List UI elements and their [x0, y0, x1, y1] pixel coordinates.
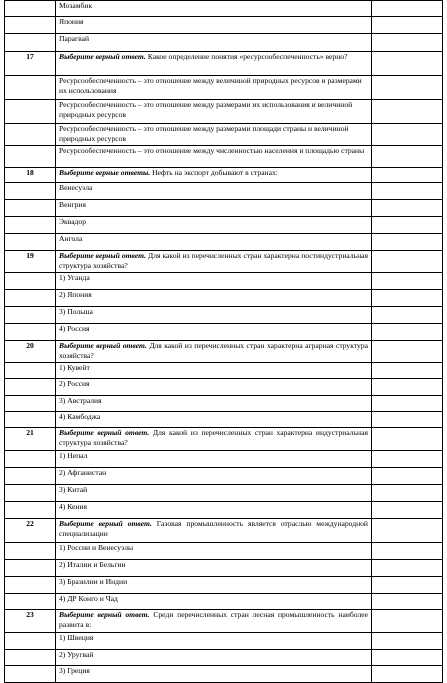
answer-option: 1) Уганда — [56, 273, 372, 290]
question-instruction: Выберите верный ответ. — [59, 251, 147, 260]
answer-mark-cell[interactable] — [372, 502, 443, 519]
answer-mark-cell[interactable] — [372, 146, 443, 168]
answer-option: 3) Греция — [56, 666, 372, 683]
answer-mark-cell[interactable] — [372, 666, 443, 683]
answer-option: 4) Кения — [56, 502, 372, 519]
question-body: Для какой из перечисленных стран характерна постиндустриальная структура хозяйства? — [59, 251, 368, 271]
question-number — [5, 666, 56, 683]
answer-option: 3) Польша — [56, 307, 372, 324]
question-instruction: Выберите верный ответ. — [59, 52, 146, 61]
answer-mark-cell[interactable] — [372, 468, 443, 485]
question-body: Газовая промышленность является отраслью международной специализации — [59, 519, 368, 539]
answer-mark-cell[interactable] — [372, 168, 443, 183]
answer-row — [5, 17, 443, 34]
answer-mark-cell[interactable] — [372, 1, 443, 17]
answer-mark-cell[interactable] — [372, 379, 443, 396]
question-number — [5, 290, 56, 307]
answer-row — [5, 502, 443, 519]
question-body: Среди перечисленных стран лесная промышленность наиболее развита в: — [59, 610, 368, 630]
answer-row — [5, 633, 443, 650]
answer-mark-cell[interactable] — [372, 363, 443, 379]
question-number: 20 — [5, 341, 56, 363]
answer-mark-cell[interactable] — [372, 519, 443, 543]
answer-mark-cell[interactable] — [372, 251, 443, 273]
answer-option: Ресурсообеспеченность – это отношение между величиной природных ресурсов и размерами их использования — [56, 76, 372, 100]
answer-row — [5, 146, 443, 168]
answer-row — [5, 666, 443, 683]
answer-row — [5, 594, 443, 610]
answer-option: Ресурсообеспеченность – это отношение между размерами их использования и величиной природных ресурсов — [56, 100, 372, 124]
question-number: 23 — [5, 610, 56, 633]
question-text — [56, 52, 372, 76]
question-number — [5, 234, 56, 251]
question-number — [5, 543, 56, 560]
question-number — [5, 324, 56, 341]
question-row — [5, 519, 443, 543]
question-text — [56, 341, 372, 363]
answer-row — [5, 485, 443, 502]
question-instruction: Выберите верный ответ. — [59, 428, 150, 437]
answer-row — [5, 100, 443, 124]
questions-table — [4, 0, 443, 683]
question-text — [56, 519, 372, 543]
answer-mark-cell[interactable] — [372, 428, 443, 451]
answer-row — [5, 577, 443, 594]
question-number — [5, 363, 56, 379]
question-body: Для какой из перечисленных стран характерна аграрная структура хозяйства? — [59, 341, 368, 361]
question-row — [5, 168, 443, 183]
answer-option: 3) Австралия — [56, 396, 372, 412]
question-body: Для какой из перечисленных стран характерна индустриальная структура хозяйства? — [59, 428, 368, 448]
answer-mark-cell[interactable] — [372, 396, 443, 412]
question-row — [5, 428, 443, 451]
answer-mark-cell[interactable] — [372, 633, 443, 650]
answer-row — [5, 543, 443, 560]
answer-option: 2) Афганистан — [56, 468, 372, 485]
question-number — [5, 1, 56, 17]
answer-row — [5, 1, 443, 17]
answer-row — [5, 124, 443, 146]
question-number — [5, 577, 56, 594]
answer-mark-cell[interactable] — [372, 341, 443, 363]
answer-option: 2) Уругвай — [56, 650, 372, 666]
answer-option: 4) ДР Конго и Чад — [56, 594, 372, 610]
answer-option: Эквадор — [56, 217, 372, 234]
answer-option: 2) Россия — [56, 379, 372, 396]
question-instruction: Выберите верный ответ. — [59, 519, 152, 528]
answer-row — [5, 560, 443, 577]
answer-mark-cell[interactable] — [372, 451, 443, 468]
question-number — [5, 124, 56, 146]
answer-mark-cell[interactable] — [372, 324, 443, 341]
answer-option: 1) Кувейт — [56, 363, 372, 379]
question-text — [56, 610, 372, 633]
answer-mark-cell[interactable] — [372, 650, 443, 666]
answer-option: Ресурсообеспеченность – это отношение между размерами площади страны и величиной природных ресурсов — [56, 124, 372, 146]
answer-row — [5, 34, 443, 52]
question-number — [5, 379, 56, 396]
answer-option: Венесуэла — [56, 183, 372, 200]
question-text — [56, 251, 372, 273]
answer-row — [5, 379, 443, 396]
answer-row — [5, 183, 443, 200]
answer-mark-cell[interactable] — [372, 76, 443, 100]
answer-mark-cell[interactable] — [372, 52, 443, 76]
question-number — [5, 560, 56, 577]
answer-row — [5, 234, 443, 251]
answer-mark-cell[interactable] — [372, 183, 443, 200]
answer-option: Япония — [56, 17, 372, 34]
question-text — [56, 428, 372, 451]
question-number — [5, 273, 56, 290]
answer-mark-cell[interactable] — [372, 200, 443, 217]
question-instruction: Выберите верный ответ. — [59, 341, 147, 350]
question-number — [5, 307, 56, 324]
answer-row — [5, 290, 443, 307]
question-number: 21 — [5, 428, 56, 451]
question-number — [5, 412, 56, 428]
answer-mark-cell[interactable] — [372, 34, 443, 52]
answer-row — [5, 217, 443, 234]
answer-option: Венгрия — [56, 200, 372, 217]
answer-row — [5, 451, 443, 468]
question-number — [5, 217, 56, 234]
answer-mark-cell[interactable] — [372, 610, 443, 633]
question-row — [5, 251, 443, 273]
question-text — [56, 168, 372, 183]
answer-mark-cell[interactable] — [372, 577, 443, 594]
answer-mark-cell[interactable] — [372, 543, 443, 560]
answer-mark-cell[interactable] — [372, 307, 443, 324]
answer-row — [5, 200, 443, 217]
question-number — [5, 396, 56, 412]
answer-row — [5, 307, 443, 324]
question-number — [5, 200, 56, 217]
question-number: 19 — [5, 251, 56, 273]
answer-row — [5, 363, 443, 379]
answer-option: 1) России и Венесуэлы — [56, 543, 372, 560]
question-row — [5, 341, 443, 363]
answer-mark-cell[interactable] — [372, 485, 443, 502]
question-number — [5, 633, 56, 650]
answer-mark-cell[interactable] — [372, 273, 443, 290]
answer-mark-cell[interactable] — [372, 290, 443, 307]
answer-mark-cell[interactable] — [372, 560, 443, 577]
answer-mark-cell[interactable] — [372, 594, 443, 610]
test-sheet — [4, 0, 442, 683]
answer-mark-cell[interactable] — [372, 124, 443, 146]
answer-option: 3) Бразилии и Индии — [56, 577, 372, 594]
question-body: Какое определение понятия «ресурсообеспеченность» верно? — [145, 52, 348, 61]
question-number — [5, 183, 56, 200]
question-row — [5, 610, 443, 633]
answer-mark-cell[interactable] — [372, 17, 443, 34]
answer-option: 1) Непал — [56, 451, 372, 468]
question-number — [5, 594, 56, 610]
answer-mark-cell[interactable] — [372, 217, 443, 234]
question-body: Нефть на экспорт добывают в странах: — [150, 168, 278, 177]
answer-row — [5, 650, 443, 666]
question-number — [5, 17, 56, 34]
question-number — [5, 100, 56, 124]
question-number — [5, 485, 56, 502]
answer-option: Ангола — [56, 234, 372, 251]
answer-row — [5, 324, 443, 341]
answer-mark-cell[interactable] — [372, 412, 443, 428]
question-number — [5, 146, 56, 168]
answer-option: 2) Япония — [56, 290, 372, 307]
question-instruction: Выберите верные ответы. — [59, 168, 151, 177]
question-row — [5, 52, 443, 76]
answer-row — [5, 412, 443, 428]
answer-row — [5, 468, 443, 485]
question-number: 22 — [5, 519, 56, 543]
answer-option: 1) Швеция — [56, 633, 372, 650]
answer-mark-cell[interactable] — [372, 100, 443, 124]
questions-table-body — [5, 1, 443, 683]
answer-option: Ресурсообеспеченность – это отношение между численностью населения и площадью страны — [56, 146, 372, 168]
answer-mark-cell[interactable] — [372, 234, 443, 251]
question-instruction: Выберите верный ответ. — [59, 610, 150, 619]
question-number — [5, 650, 56, 666]
question-number — [5, 451, 56, 468]
answer-option: Парагвай — [56, 34, 372, 52]
answer-row — [5, 396, 443, 412]
answer-row — [5, 273, 443, 290]
answer-option: 3) Китай — [56, 485, 372, 502]
answer-option: 2) Италии и Бельгии — [56, 560, 372, 577]
question-number — [5, 76, 56, 100]
answer-row — [5, 76, 443, 100]
answer-option: 4) Россия — [56, 324, 372, 341]
answer-option: 4) Камбоджа — [56, 412, 372, 428]
question-number — [5, 468, 56, 485]
question-number: 17 — [5, 52, 56, 76]
question-number: 18 — [5, 168, 56, 183]
question-number — [5, 34, 56, 52]
question-number — [5, 502, 56, 519]
answer-option: Мозамбик — [56, 1, 372, 17]
